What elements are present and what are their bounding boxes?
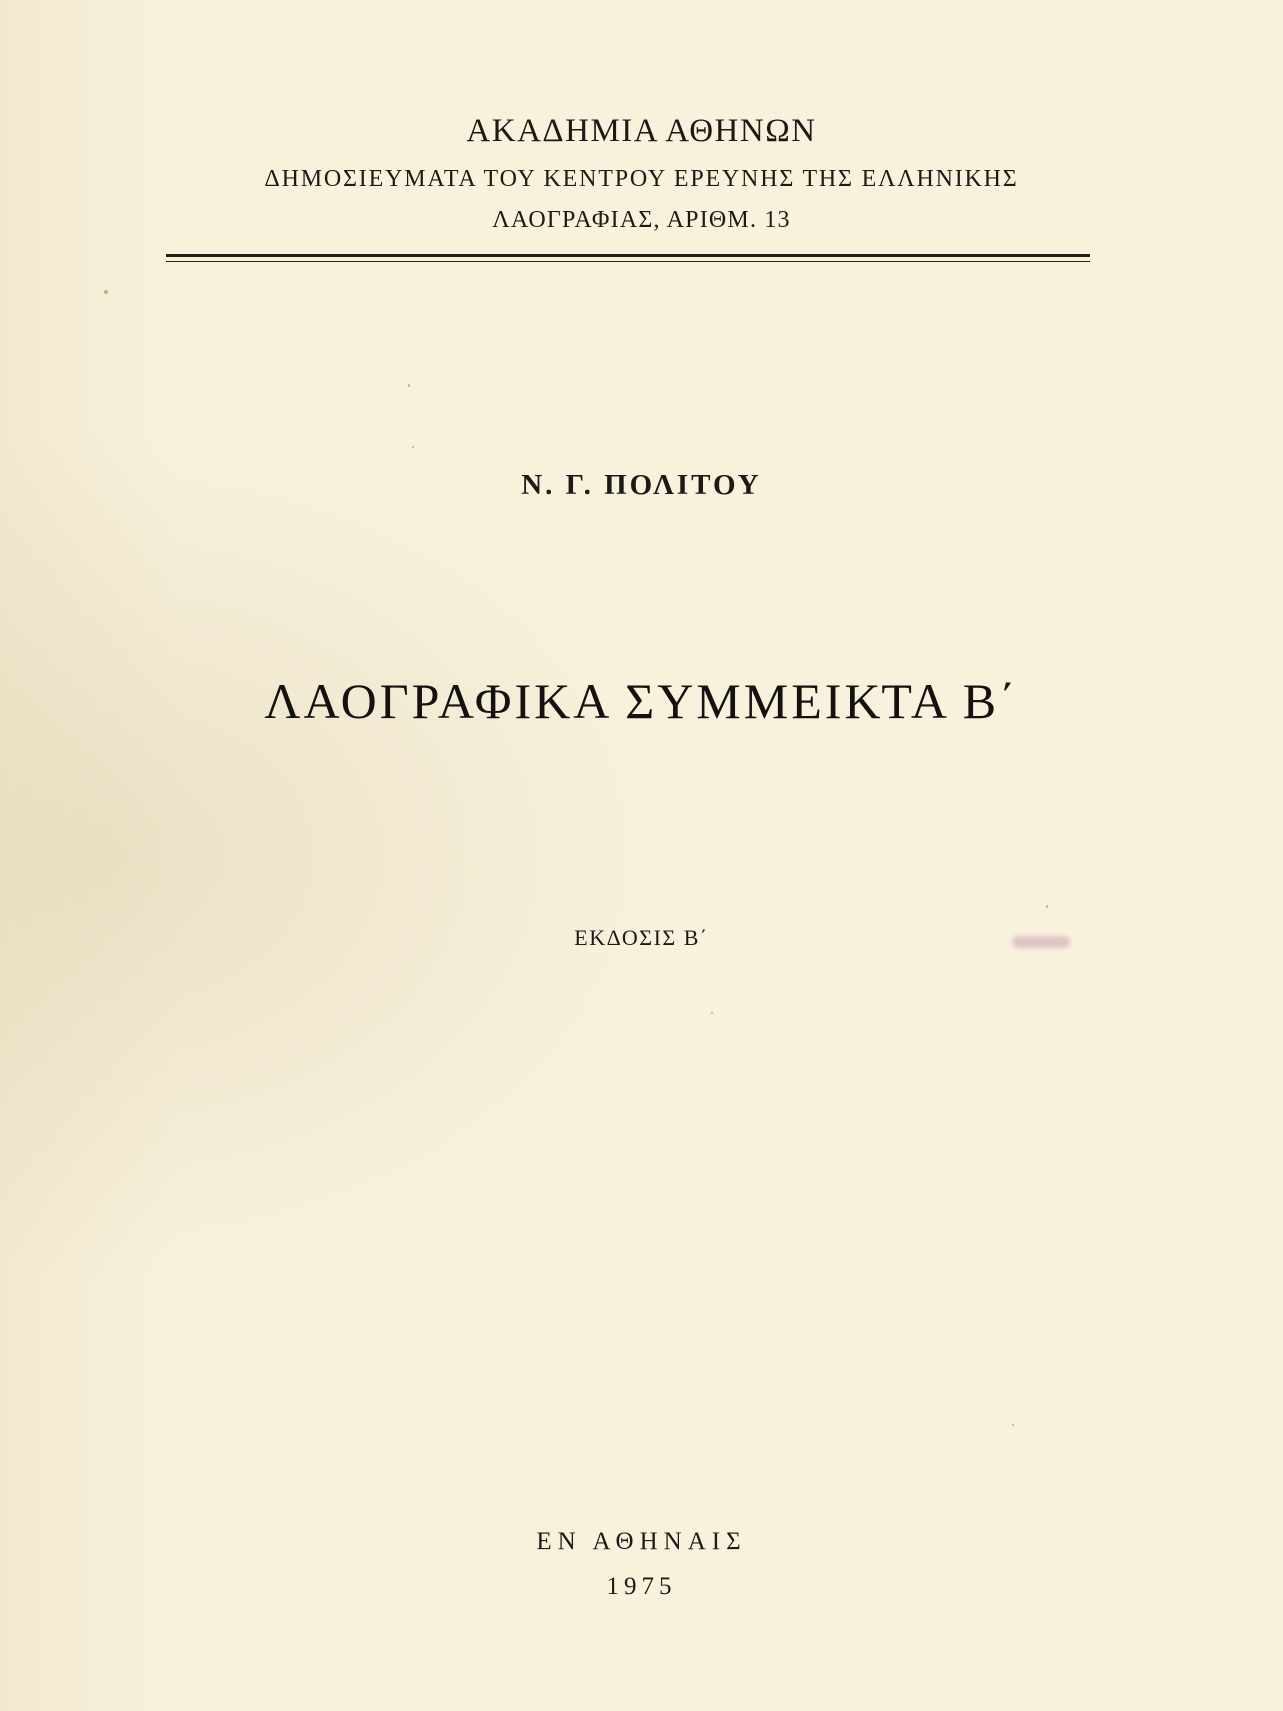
author-name: Ν. Γ. ΠΟΛΙΤΟΥ [521, 469, 762, 501]
ink-stain [1012, 936, 1070, 948]
paper-speck [711, 1012, 713, 1014]
paper-speck [408, 384, 410, 387]
imprint-place: ΕΝ ΑΘΗΝΑΙΣ [536, 1528, 747, 1555]
series-line-1: ΔΗΜΟΣΙΕΥΜΑΤΑ ΤΟΥ ΚΕΝΤΡΟΥ ΕΡΕΥΝΗΣ ΤΗΣ ΕΛΛΗΝΙΚΗΣ [264, 166, 1019, 192]
paper-speck [1012, 1424, 1014, 1426]
edition-label: ΕΚΔΟΣΙΣ Β΄ [574, 925, 709, 950]
paper-speck [104, 290, 108, 294]
paper-speck [1046, 905, 1048, 908]
series-line-2: ΛΑΟΓΡΑΦΙΑΣ, ΑΡΙΘΜ. 13 [492, 207, 791, 233]
header-rule-thick [166, 254, 1090, 257]
book-title: ΛΑΟΓΡΑΦΙΚΑ ΣΥΜΜΕΙΚΤΑ Β΄ [264, 673, 1019, 729]
imprint-year: 1975 [606, 1573, 677, 1600]
header-rule-thin [166, 261, 1090, 262]
academy-name: ΑΚΑΔΗΜΙΑ ΑΘΗΝΩΝ [466, 113, 817, 149]
paper-speck [412, 446, 414, 448]
